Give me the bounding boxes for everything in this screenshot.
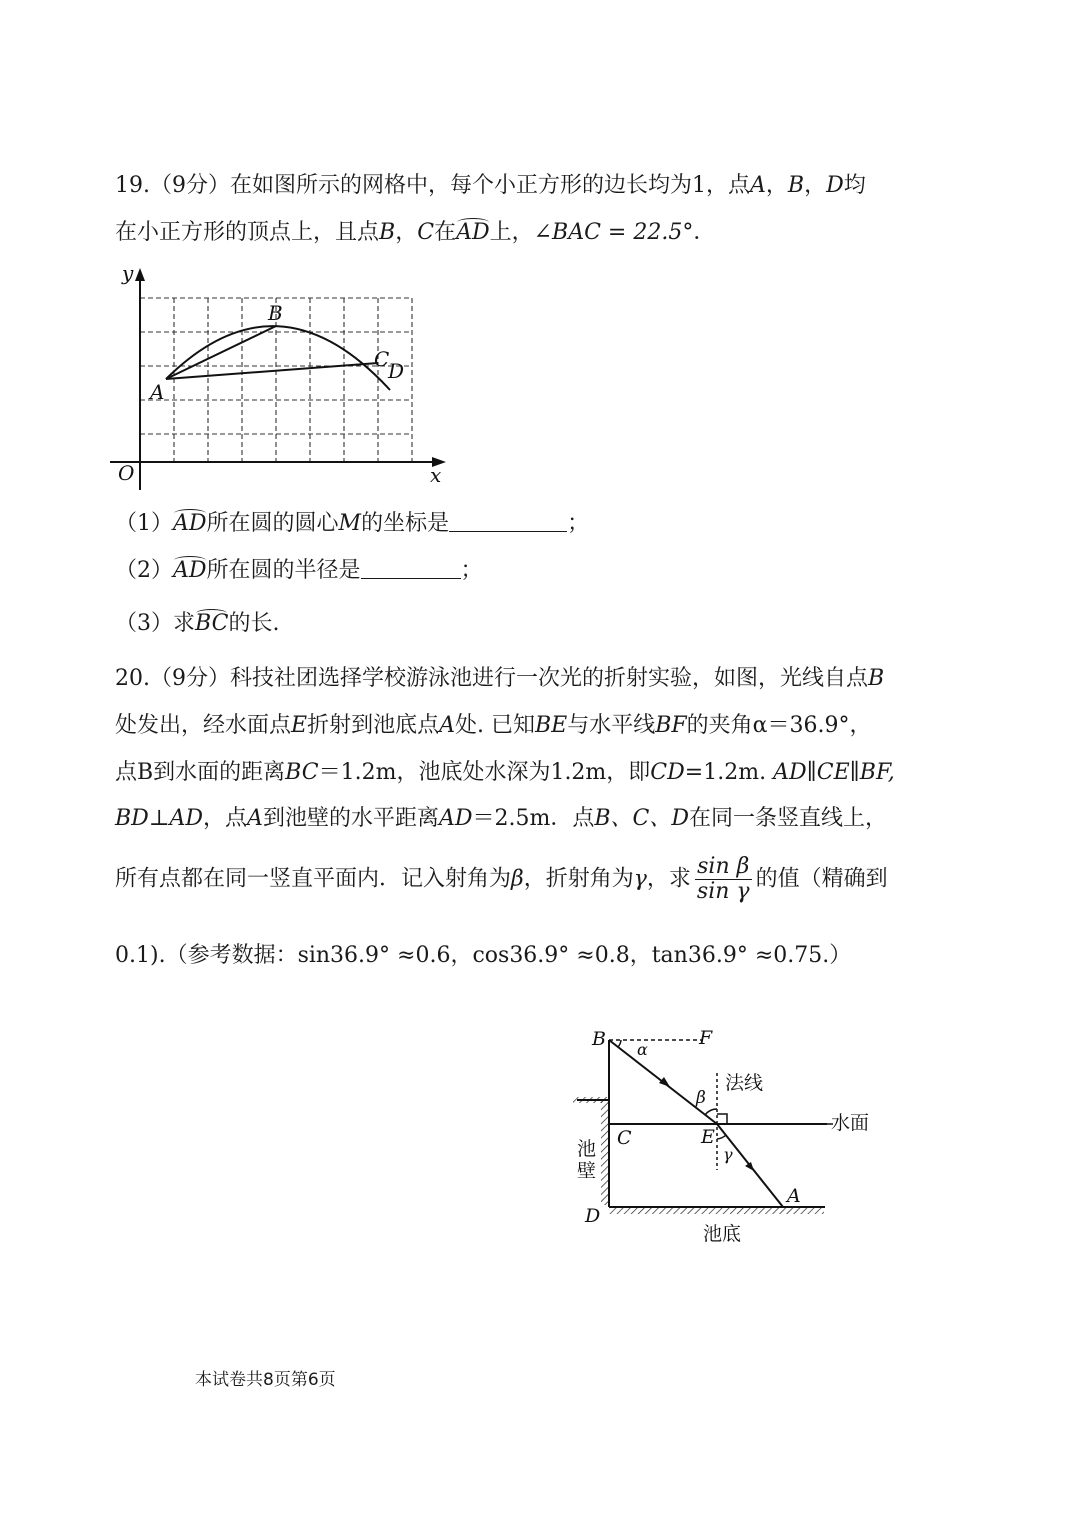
grid-figure bbox=[110, 262, 450, 497]
beta-symbol: β bbox=[511, 866, 524, 892]
segment-bf: BF bbox=[655, 713, 687, 738]
q19-text-jun: 均 bbox=[843, 173, 866, 198]
q19-line-1 bbox=[115, 170, 866, 202]
grid-point-a: A bbox=[150, 380, 165, 404]
q20-text: 折射到池底点 bbox=[307, 713, 440, 738]
q20-text: 的夹角α＝36.9°， bbox=[686, 713, 872, 738]
arc-bc-symbol: BC bbox=[195, 608, 228, 640]
answer-blank-2[interactable] bbox=[361, 556, 461, 579]
q20-point-b: B bbox=[868, 666, 885, 691]
q20-text: 处. 已知 bbox=[454, 713, 535, 738]
q20-text: 科技社团选择学校游泳池进行一次光的折射实验，如图，光线自点 bbox=[230, 666, 869, 691]
q20-reference-data: 0.1).（参考数据：sin36.9° ≈0.6，cos36.9° ≈0.8，tan36.9° ≈0.75.） bbox=[115, 943, 852, 968]
sub1-text: 所在圆的圆心 bbox=[206, 511, 339, 536]
q20-text: 处发出，经水面点 bbox=[115, 713, 292, 738]
q19-sub-2 bbox=[115, 555, 483, 587]
origin-label: O bbox=[118, 461, 135, 485]
q20-point-a: A bbox=[439, 713, 455, 738]
angle-bac: ∠BAC = 22.5° bbox=[533, 220, 694, 245]
sub1-end: ； bbox=[567, 511, 590, 536]
fraction-denominator: sin γ bbox=[696, 879, 750, 904]
segment-ad: AD bbox=[438, 806, 473, 831]
fig-point-d: D bbox=[585, 1205, 601, 1227]
q20-text: ，求 bbox=[646, 866, 691, 892]
q20-text: 所有点都在同一竖直平面内．记入射角为 bbox=[115, 866, 512, 892]
q20-text: ，折射角为 bbox=[523, 866, 634, 892]
sub3-qiu: 求 bbox=[173, 611, 196, 636]
fig-gamma: γ bbox=[723, 1145, 733, 1164]
q20-text: 点B到水面的距离 bbox=[115, 760, 286, 785]
arc-ad-symbol: AD bbox=[456, 217, 490, 249]
points-bcd: B、C、D bbox=[594, 806, 689, 831]
segment-bc: BC bbox=[285, 760, 319, 785]
q19-number: 19. bbox=[115, 173, 150, 198]
axis-y-label: y bbox=[122, 262, 134, 285]
q19-text-zai: 在 bbox=[434, 220, 457, 245]
q20-line-4 bbox=[115, 803, 887, 835]
arc-ad-symbol: AD bbox=[173, 508, 207, 540]
fig-wall-label-2: 壁 bbox=[577, 1160, 597, 1182]
q19-comma: ， bbox=[765, 173, 788, 198]
sub2-text: 所在圆的半径是 bbox=[206, 558, 361, 583]
q19-text: 在小正方形的顶点上，且点 bbox=[115, 220, 380, 245]
q20-number: 20. bbox=[115, 666, 150, 691]
fraction-numerator: sin β bbox=[695, 855, 752, 880]
parallel-relation: AD∥CE∥BF, bbox=[773, 760, 895, 785]
axis-x-label: x bbox=[430, 463, 442, 487]
q20-text: 与水平线 bbox=[567, 713, 656, 738]
q20-line-2 bbox=[115, 710, 872, 742]
q20-point-e: E bbox=[291, 713, 308, 738]
q19-sub-3 bbox=[115, 608, 279, 640]
q20-point-a: A bbox=[247, 806, 263, 831]
q19-text: 上， bbox=[489, 220, 534, 245]
fig-alpha: α bbox=[637, 1040, 648, 1059]
fig-point-f: F bbox=[699, 1027, 713, 1049]
grid-point-d: D bbox=[388, 359, 405, 383]
fig-pool-bottom-label: 池底 bbox=[703, 1223, 742, 1245]
q20-text: =1.2m. bbox=[684, 760, 767, 785]
center-m: M bbox=[338, 511, 362, 536]
segment-be: BE bbox=[534, 713, 568, 738]
grid-point-c: C bbox=[374, 347, 390, 371]
page-footer: 本试卷共8页第6页 bbox=[195, 1370, 336, 1390]
fig-point-b: B bbox=[592, 1028, 606, 1050]
segment-cd: CD bbox=[650, 760, 685, 785]
q20-text: ＝1.2m，池底处水深为1.2m，即 bbox=[318, 760, 651, 785]
q20-line-6 bbox=[115, 940, 851, 972]
q20-text: 在同一条竖直线上， bbox=[688, 806, 887, 831]
fig-beta: β bbox=[696, 1088, 706, 1108]
q20-text: ＝2.5m．点 bbox=[472, 806, 595, 831]
q20-line-3 bbox=[115, 757, 895, 789]
fig-point-e: E bbox=[701, 1126, 715, 1148]
sub3-label: （3） bbox=[115, 611, 173, 636]
fig-wall-label-1: 池 bbox=[577, 1138, 597, 1160]
perpendicular-relation: BD⊥AD bbox=[115, 806, 204, 831]
q20-text: 到池壁的水平距离 bbox=[262, 806, 439, 831]
q19-point-b: B bbox=[787, 173, 805, 198]
sub2-end: ； bbox=[460, 558, 483, 583]
fig-point-c: C bbox=[617, 1127, 632, 1149]
gamma-symbol: γ bbox=[633, 866, 647, 892]
q20-line-5 bbox=[115, 855, 888, 904]
sub1-text: 的坐标是 bbox=[361, 511, 450, 536]
q19-line-2 bbox=[115, 217, 715, 249]
sub3-text: 的长. bbox=[228, 611, 280, 636]
fig-normal-label: 法线 bbox=[725, 1072, 764, 1094]
sub1-label: （1） bbox=[115, 511, 173, 536]
q19-text: 在如图所示的网格中，每个小正方形的边长均为1，点 bbox=[230, 173, 750, 198]
q19-comma: ， bbox=[395, 220, 418, 245]
q20-line-1 bbox=[115, 663, 884, 695]
q19-point-d: D bbox=[826, 173, 844, 198]
q19-period: ． bbox=[693, 220, 716, 245]
q19-point-c: C bbox=[417, 220, 435, 245]
arc-ad-symbol: AD bbox=[173, 555, 207, 587]
q20-text: ，点 bbox=[203, 806, 248, 831]
q19-score: （9分） bbox=[150, 173, 230, 198]
sin-ratio-fraction bbox=[695, 855, 752, 904]
answer-blank-1[interactable] bbox=[449, 509, 567, 532]
q20-text: 的值（精确到 bbox=[755, 866, 888, 892]
q20-score: （9分） bbox=[150, 666, 230, 691]
sub2-label: （2） bbox=[115, 558, 173, 583]
q19-sub-1 bbox=[115, 508, 589, 540]
grid-point-b: B bbox=[268, 301, 283, 325]
q19-point-a: A bbox=[750, 173, 766, 198]
fig-point-a: A bbox=[787, 1185, 801, 1207]
q19-point-b: B bbox=[379, 220, 396, 245]
refraction-figure bbox=[565, 1025, 875, 1255]
q19-comma: ， bbox=[804, 173, 827, 198]
fig-water-surface-label: 水面 bbox=[831, 1112, 870, 1134]
